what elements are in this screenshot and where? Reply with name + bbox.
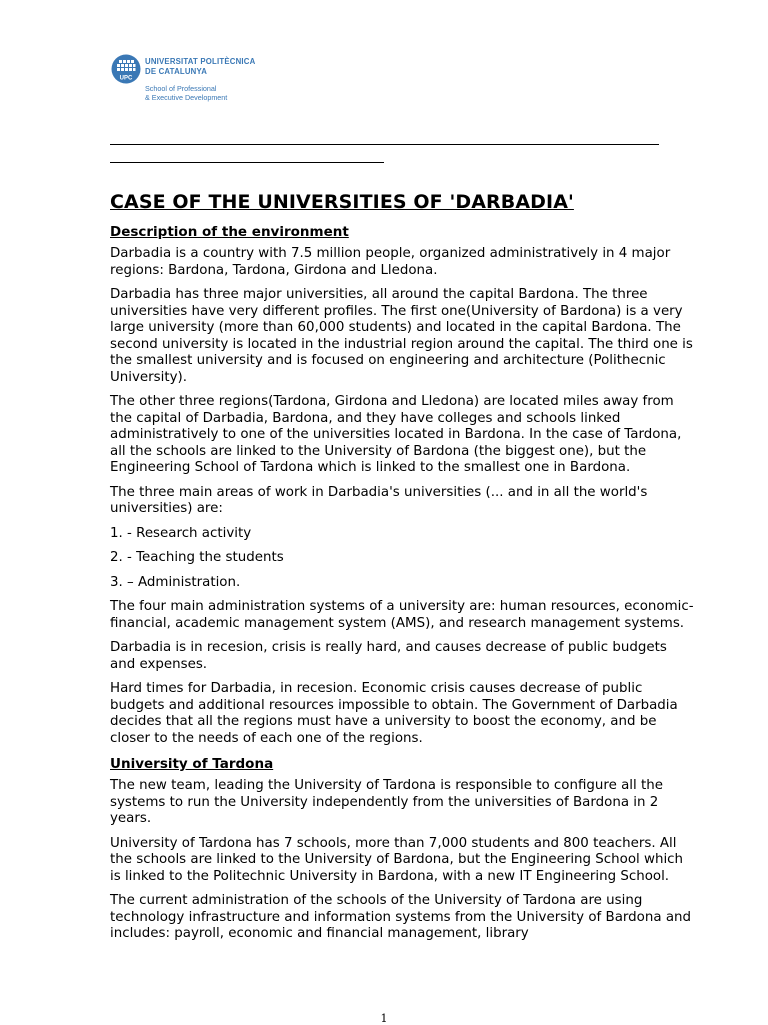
list-item: 2. - Teaching the students bbox=[110, 550, 284, 565]
document-body bbox=[110, 190, 696, 951]
paragraph: The four main administration systems of a university are: human resources, economic-financial, academic management system (AMS), and research management systems. bbox=[110, 599, 694, 631]
header-rule-long bbox=[110, 144, 659, 145]
paragraph: University of Tardona has 7 schools, more than 7,000 students and 800 teachers. All the schools are linked to the University of Bardona, but the Engineering School which is linked to the Politechnic University in Bardona, with a new IT Engineering School. bbox=[110, 835, 684, 884]
paragraph: Darbadia is in recesion, crisis is really hard, and causes decrease of public budgets and expenses. bbox=[110, 640, 667, 672]
list-item: 3. – Administration. bbox=[110, 574, 241, 590]
paragraph: Darbadia has three major universities, all around the capital Bardona. The three universities have very different profiles. The first one(University of Bardona) is a very large university (more than 60,000 students) and located in the capital Bardona. The second university is located in the industrial region around the capital. The third one is the smallest university and is focused on engineering and architecture (Polithecnic University). bbox=[110, 287, 693, 385]
list-item: 1. - Research activity bbox=[110, 525, 252, 541]
upc-logo-icon bbox=[111, 54, 141, 84]
logo-title: UNIVERSITAT POLITÈCNICA DE CATALUNYA bbox=[145, 57, 256, 76]
paragraph: The three main areas of work in Darbadia's universities (... and in all the world's universities) are: bbox=[110, 484, 648, 516]
paragraph: Darbadia is a country with 7.5 million people, organized administratively in 4 major regions: Bardona, Tardona, Girdona and Lledona. bbox=[110, 246, 671, 278]
paragraph: The other three regions(Tardona, Girdona and Lledona) are located miles away from the capital of Darbadia, Bardona, and they have colleges and schools linked administratively to one of the universities located in Bardona. In the case of Tardona, all the schools are linked to the University of Bardona (the biggest one), but the Engineering School of Tardona which is linked to the smallest one in Bardona. bbox=[110, 394, 682, 475]
section-heading-environment: Description of the environment bbox=[110, 224, 349, 240]
page-number: 1 bbox=[380, 1012, 388, 1025]
paragraph: Hard times for Darbadia, in recesion. Economic crisis causes decrease of public budgets and additional resources impossible to obtain. The Government of Darbadia decides that all the regions must have a university to boost the economy, and be closer to the needs of each one of the regions. bbox=[110, 681, 678, 746]
upc-logo bbox=[111, 54, 311, 104]
header-rule-short bbox=[110, 162, 384, 163]
paragraph: The new team, leading the University of Tardona is responsible to configure all the systems to run the University independently from the universities of Bardona in 2 years. bbox=[110, 778, 663, 826]
logo-subtitle: School of Professional & Executive Development bbox=[145, 84, 228, 102]
document-title: CASE OF THE UNIVERSITIES OF 'DARBADIA' bbox=[110, 191, 574, 213]
paragraph: The current administration of the schools of the University of Tardona are using technology infrastructure and information systems from the University of Bardona and includes: payroll, economic and financial management, library bbox=[110, 893, 692, 941]
section-heading-tardona: University of Tardona bbox=[110, 756, 274, 772]
upc-logo-mark-text: UPC bbox=[119, 75, 133, 82]
